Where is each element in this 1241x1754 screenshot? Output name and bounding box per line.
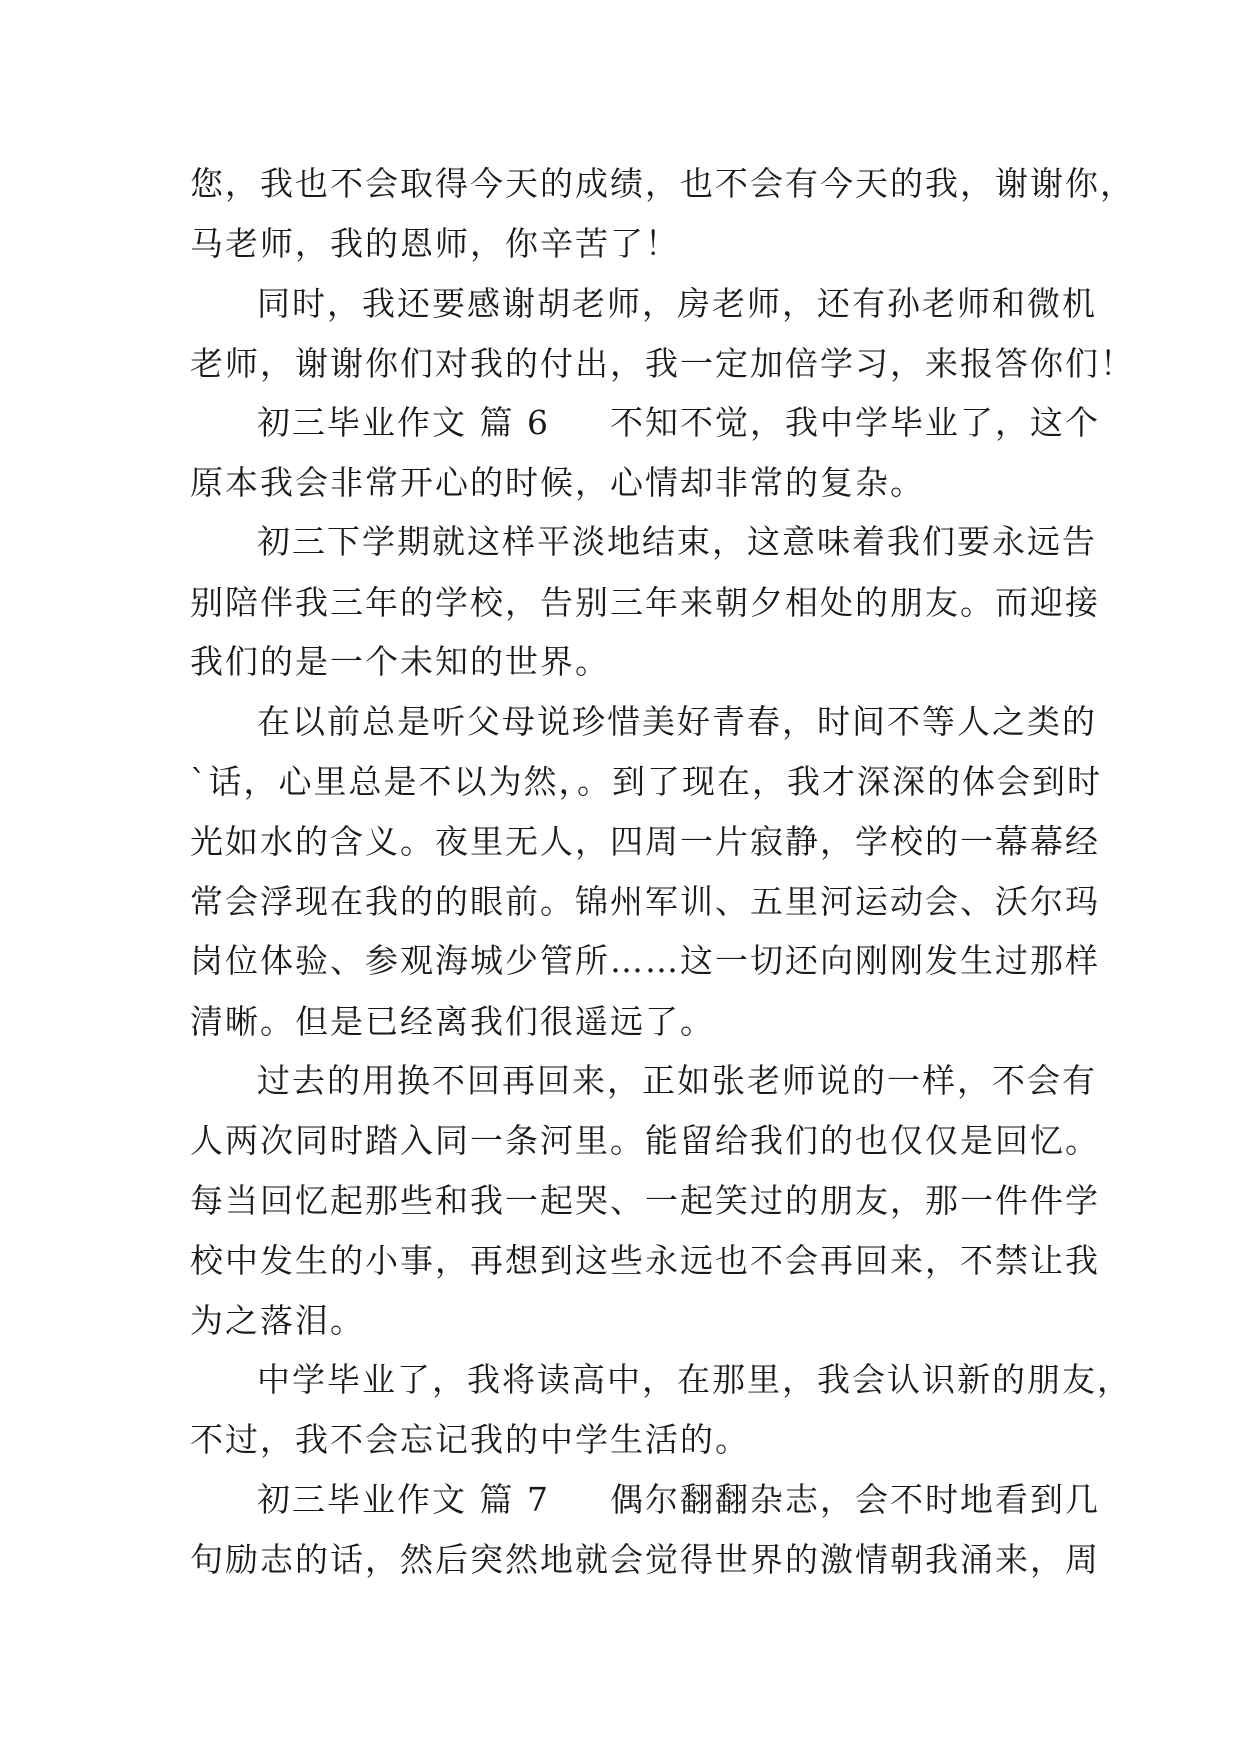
text-line: 校中发生的小事，再想到这些永远也不会再回来，不禁让我 (190, 1241, 1100, 1280)
text-line: 我们的是一个未知的世界。 (190, 642, 610, 681)
text-line: 每当回忆起那些和我一起哭、一起笑过的朋友，那一件件学 (190, 1181, 1100, 1220)
section-heading-line (257, 1480, 1100, 1520)
paragraph-start: 中学毕业了，我将读高中，在那里，我会认识新的朋友， (257, 1360, 1132, 1399)
text-line: 别陪伴我三年的学校，告别三年来朝夕相处的朋友。而迎接 (190, 583, 1100, 622)
text-line: 清晰。但是已经离我们很遥远了。 (190, 1002, 715, 1041)
text-line: 您，我也不会取得今天的成绩，也不会有今天的我，谢谢你， (190, 164, 1135, 203)
text-line: 光如水的含义。夜里无人，四周一片寂静，学校的一幕幕经 (190, 822, 1100, 861)
text-line: `话，心里总是不以为然，。到了现在，我才深深的体会到时 (190, 762, 1102, 801)
section-heading: 初三毕业作文 篇 7 (257, 1480, 550, 1519)
text-line: 岗位体验、参观海城少管所……这一切还向刚刚发生过那样 (190, 941, 1100, 980)
section-text: 不知不觉，我中学毕业了，这个 (609, 403, 1100, 442)
text-line: 原本我会非常开心的时候，心情却非常的复杂。 (190, 463, 925, 502)
section-text: 偶尔翻翻杂志，会不时地看到几 (609, 1480, 1100, 1519)
paragraph-start: 过去的用换不回再回来，正如张老师说的一样，不会有 (257, 1061, 1097, 1100)
text-line: 常会浮现在我的的眼前。锦州军训、五里河运动会、沃尔玛 (190, 882, 1100, 921)
paragraph-start: 在以前总是听父母说珍惜美好青春，时间不等人之类的 (257, 702, 1097, 741)
section-heading-line (257, 403, 1100, 443)
paragraph-start: 同时，我还要感谢胡老师，房老师，还有孙老师和微机 (257, 284, 1097, 323)
text-line: 不过，我不会忘记我的中学生活的。 (190, 1420, 750, 1459)
text-line: 人两次同时踏入同一条河里。能留给我们的也仅仅是回忆。 (190, 1121, 1100, 1160)
section-heading: 初三毕业作文 篇 6 (257, 403, 550, 442)
paragraph-start: 初三下学期就这样平淡地结束，这意味着我们要永远告 (257, 522, 1097, 561)
text-line: 老师，谢谢你们对我的付出，我一定加倍学习，来报答你们！ (190, 344, 1135, 383)
text-line: 为之落泪。 (190, 1301, 365, 1340)
text-line: 马老师，我的恩师，你辛苦了！ (190, 224, 680, 263)
text-line: 句励志的话，然后突然地就会觉得世界的激情朝我涌来，周 (190, 1540, 1100, 1579)
